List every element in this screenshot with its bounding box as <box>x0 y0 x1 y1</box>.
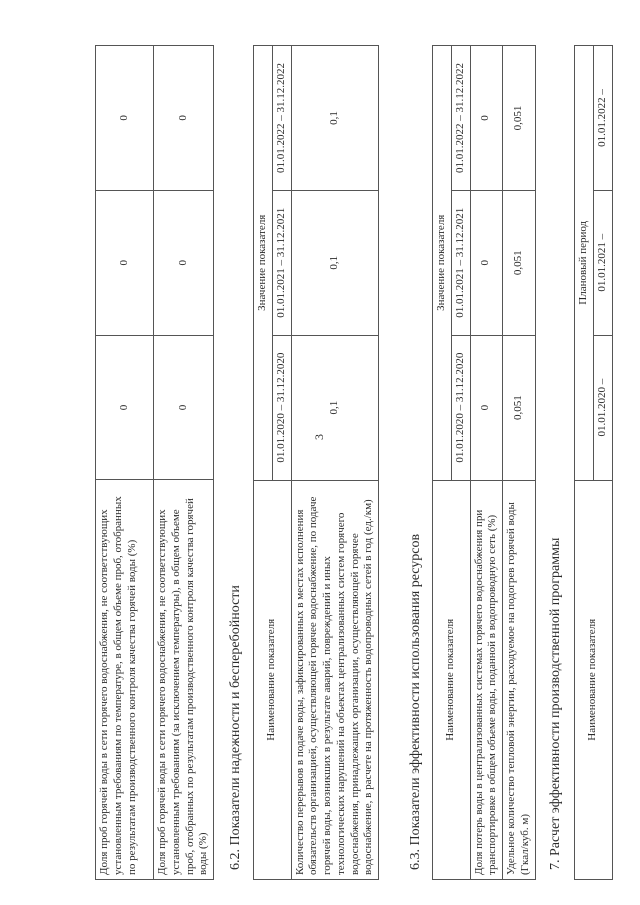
value-cell: 0 <box>154 46 214 191</box>
period-header: 01.01.2022 – 31.12.2022 <box>451 46 470 191</box>
value-cell: 0,051 <box>503 335 536 480</box>
column-header-values: Значение показателя <box>254 46 273 481</box>
value-cell: 0 <box>470 46 503 191</box>
period-header: 01.01.2021 – 31.12.2021 <box>451 190 470 335</box>
period-header: 01.01.2020 – 31.12.2020 <box>451 335 470 480</box>
table-row <box>291 46 379 880</box>
value-cell: 0,1 <box>291 335 379 480</box>
value-cell: 0 <box>154 190 214 335</box>
table-row <box>96 46 154 880</box>
table-header-row <box>575 46 594 880</box>
value-cell: 0 <box>96 190 154 335</box>
indicator-name: Доля проб горячей воды в сети горячего водоснабжения, не соответствующих установленным требованиям по температуре, в общем объеме проб, отобранных по результатам производственного контроля качества горячей воды (%) <box>96 480 154 880</box>
period-header: 01.01.2020 – <box>593 335 612 480</box>
indicator-name: Количество перерывов в подаче воды, зафиксированных в местах исполнения обязательств организацией, осуществляющей горячее водоснабжение, по подаче горячей воды, возникших в результате аварий, повреждений и иных технологических нарушений на объектах централизованных систем горячего водоснабжения, принадлежащих организации, осуществляющей горячее водоснабжение, в расчете на протяженность водопроводных сетей в год (ед./км) <box>291 480 379 879</box>
value-cell: 0 <box>96 335 154 480</box>
indicator-name: Доля потерь воды в централизованных системах горячего водоснабжения при транспортировке в общем объеме воды, поданной в водопроводную сеть (%) <box>470 480 503 879</box>
table-row <box>503 46 536 880</box>
table-row <box>470 46 503 880</box>
program-efficiency-table <box>574 45 613 880</box>
value-cell: 0 <box>96 46 154 191</box>
column-header-name: Наименование показателя <box>575 480 613 879</box>
period-header: 01.01.2020 – 31.12.2020 <box>272 335 291 480</box>
indicator-name: Доля проб горячей воды в сети горячего водоснабжения, не соответствующих установленным требованиям (за исключением температуры), в общем объеме проб, отобранных по результатам производственного контроля качества горячей воды (%) <box>154 480 214 880</box>
column-header-name: Наименование показателя <box>254 480 292 879</box>
period-header: 01.01.2022 – 31.12.2022 <box>272 46 291 191</box>
column-header-values: Значение показателя <box>433 46 452 481</box>
value-cell: 0 <box>154 335 214 480</box>
table-row <box>154 46 214 880</box>
value-cell: 0,1 <box>291 190 379 335</box>
section-heading-reliability: 6.2. Показатели надежности и бесперебойности <box>228 585 243 870</box>
rotated-page-content <box>95 45 625 880</box>
table-header-row <box>254 46 273 880</box>
column-header-name: Наименование показателя <box>433 480 471 879</box>
page-number: 3 <box>312 434 326 440</box>
indicator-name: Удельное количество тепловой энергии, расходуемое на подогрев горячей воды (Гкал/куб. м) <box>503 480 536 879</box>
quality-table <box>95 45 214 880</box>
value-cell: 0,051 <box>503 46 536 191</box>
section-heading-program-efficiency: 7. Расчет эффективности производственной программы <box>548 537 563 870</box>
value-cell: 0,051 <box>503 190 536 335</box>
section-heading-efficiency: 6.3. Показатели эффективности использования ресурсов <box>408 533 423 870</box>
period-header: 01.01.2021 – <box>593 190 612 335</box>
value-cell: 0,1 <box>291 46 379 191</box>
value-cell: 0 <box>470 190 503 335</box>
reliability-table <box>253 45 379 880</box>
period-header: 01.01.2022 – <box>593 46 612 191</box>
efficiency-table <box>432 45 536 880</box>
column-header-plan: Плановый период <box>575 46 594 481</box>
table-header-row <box>433 46 452 880</box>
period-header: 01.01.2021 – 31.12.2021 <box>272 190 291 335</box>
value-cell: 0 <box>470 335 503 480</box>
